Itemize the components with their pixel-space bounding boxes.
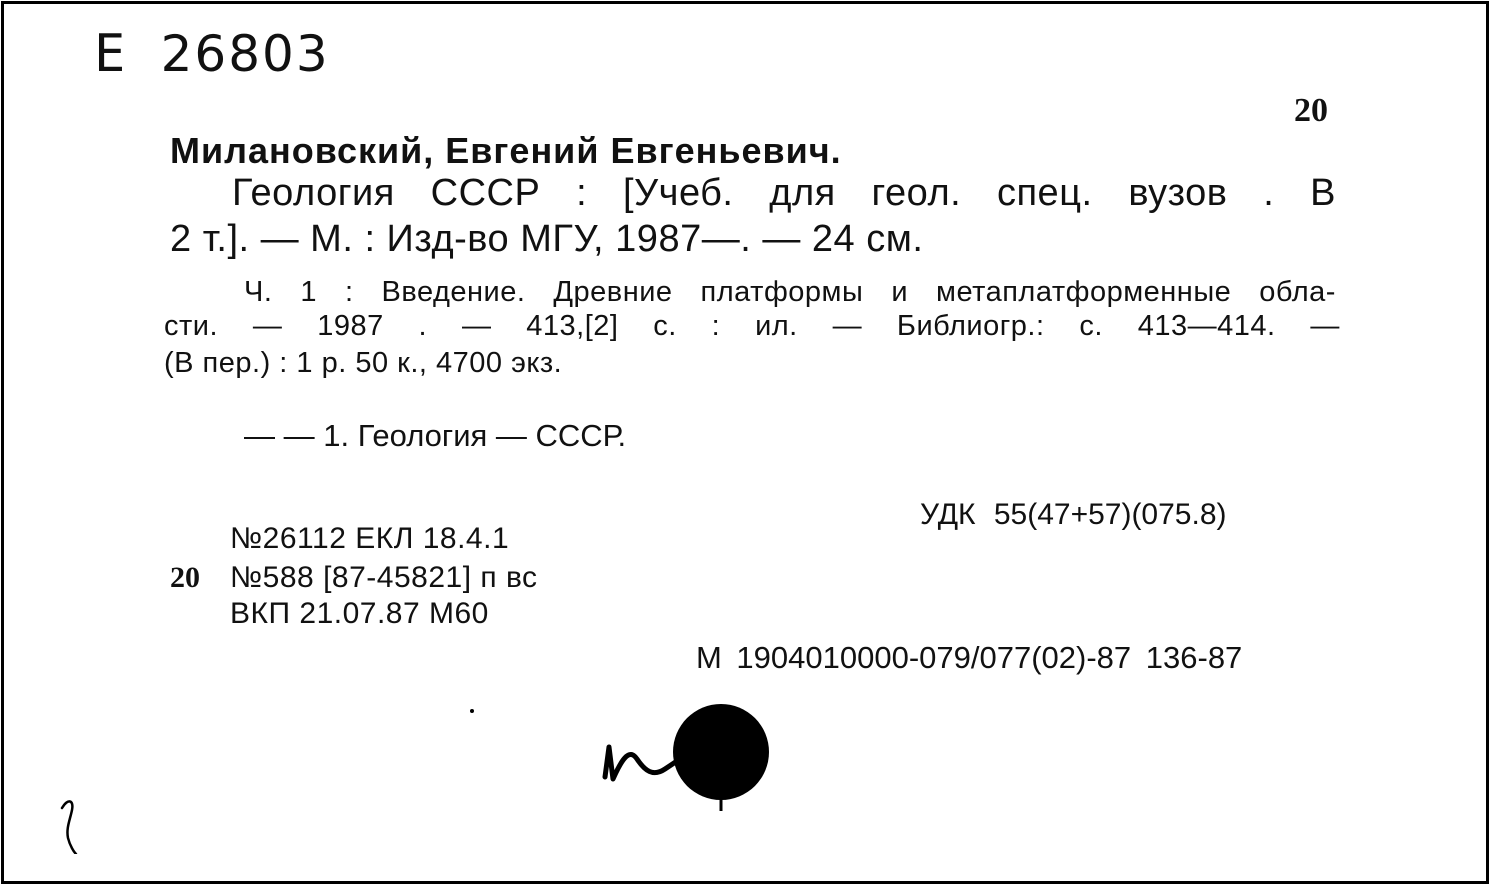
part-line-2-word: 413—414. xyxy=(1137,310,1276,342)
part-line-2-word: — xyxy=(832,310,863,342)
pencil-mark xyxy=(54,794,94,854)
part-line-2-word: — xyxy=(1310,310,1340,342)
part-line-2-word: ил. xyxy=(755,310,798,342)
part-line-1-word: : xyxy=(345,276,354,308)
part-line-2-word: — xyxy=(252,310,283,342)
part-line-1-word: метаплатформенные xyxy=(936,276,1232,308)
ink-blot xyxy=(673,704,769,800)
part-line-2-word: с. xyxy=(653,310,677,342)
part-line-2-word: Библиогр.: xyxy=(896,310,1045,342)
title-line-1-word: геол. xyxy=(871,172,962,214)
title-line-1-word: вузов xyxy=(1128,172,1228,214)
part-line-2-word: : xyxy=(711,310,721,342)
record-line-1: №26112 ЕКЛ 18.4.1 xyxy=(230,522,510,555)
part-line-1-word: Ч. xyxy=(244,276,273,308)
part-line-3: (В пер.) : 1 р. 50 к., 4700 экз. xyxy=(164,347,563,379)
part-line-1-word: Введение. xyxy=(381,276,526,308)
udk-code: УДК 55(47+57)(075.8) xyxy=(920,498,1227,531)
record-line-3: ВКП 21.07.87 М60 xyxy=(230,597,489,630)
title-line-1-word: : xyxy=(576,172,588,214)
title-line-1-word: В xyxy=(1310,172,1336,214)
title-line-1-word: . xyxy=(1263,172,1275,214)
title-line-1-word: [Учеб. xyxy=(622,172,734,214)
inventory-number xyxy=(94,24,330,84)
catalog-card xyxy=(1,1,1489,884)
part-line-2-word: . xyxy=(418,310,428,342)
part-line-2 xyxy=(164,310,1340,343)
part-line-2-word: — xyxy=(461,310,492,342)
title-line-1-word: Геология xyxy=(232,172,395,214)
title-line-1-word: спец. xyxy=(996,172,1093,214)
part-line-2-word: 413,[2] xyxy=(526,310,619,342)
inventory-prefix: Е xyxy=(94,24,128,84)
title-line-1-word: СССР xyxy=(430,172,541,214)
class-code: 20 xyxy=(1294,92,1328,129)
part-line-2-word: 1987 xyxy=(317,310,384,342)
record-line-2: №588 [87-45821] п вс xyxy=(230,561,538,594)
part-line-1 xyxy=(244,276,1336,309)
part-line-2-word: сти. xyxy=(164,310,219,342)
author-heading: Милановский, Евгений Евгеньевич. xyxy=(170,130,842,171)
part-line-1-word: обла- xyxy=(1259,276,1336,308)
library-stamp-mark xyxy=(599,699,784,819)
part-line-1-word: Древние xyxy=(553,276,673,308)
part-line-1-word: платформы xyxy=(700,276,864,308)
inventory-digits: 26803 xyxy=(160,25,330,83)
subject-heading: — — 1. Геология — СССР. xyxy=(244,418,627,453)
ink-speck xyxy=(470,709,474,713)
handwritten-squiggle xyxy=(605,747,677,779)
part-line-1-word: 1 xyxy=(300,276,318,308)
title-line-1 xyxy=(232,172,1336,215)
part-line-2-word: с. xyxy=(1079,310,1103,342)
publisher-code: М 1904010000-079/077(02)-87 136-87 xyxy=(696,640,1243,675)
record-line-2-prefix: 20 xyxy=(170,561,200,594)
part-line-1-word: и xyxy=(891,276,909,308)
title-line-1-word: для xyxy=(769,172,836,214)
title-line-2: 2 т.]. — М. : Изд-во МГУ, 1987—. — 24 см. xyxy=(170,218,924,260)
